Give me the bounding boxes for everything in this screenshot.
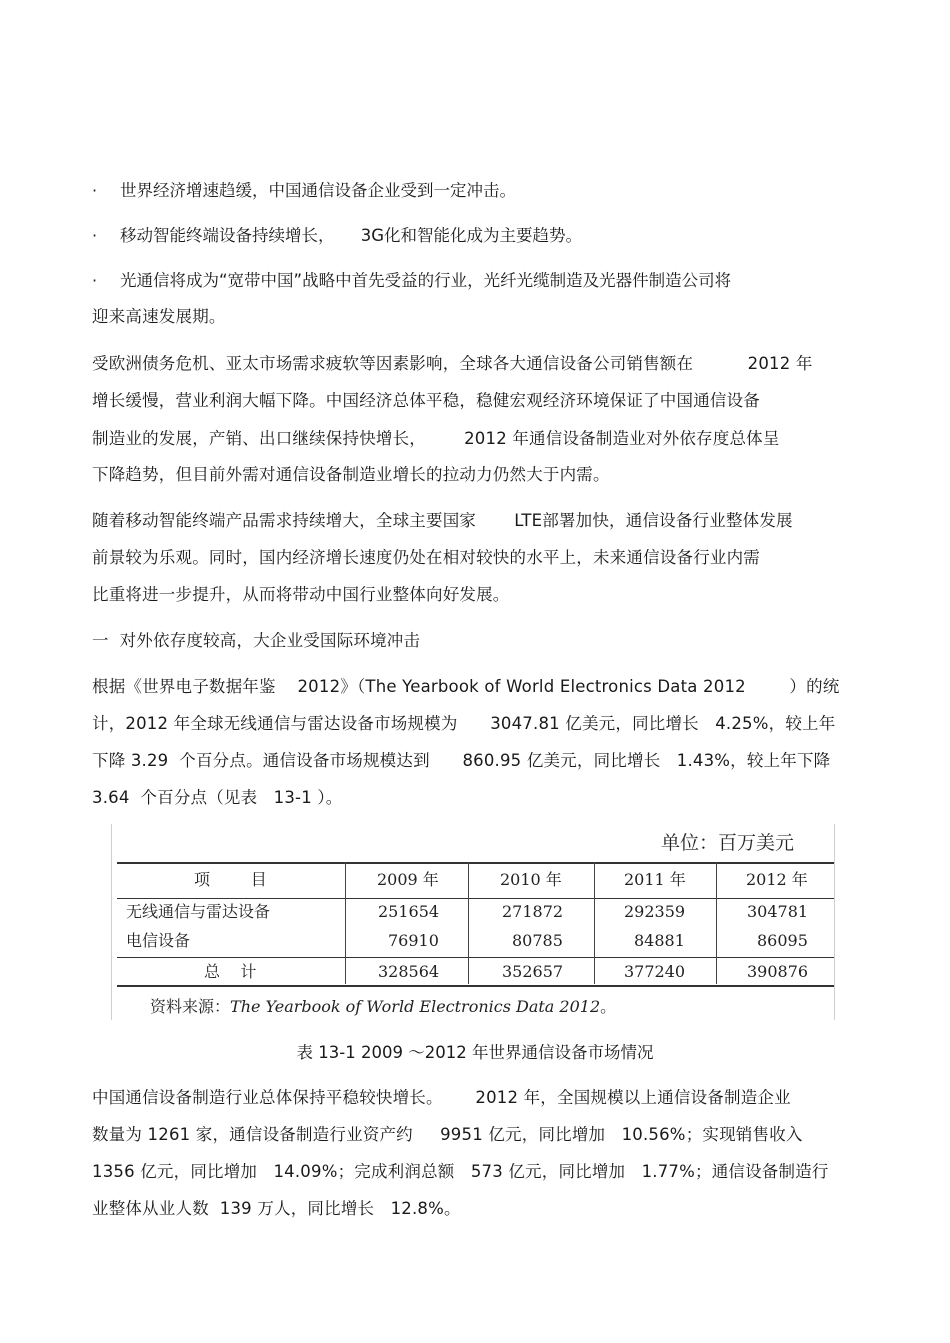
source-end: 。 [600, 997, 617, 1016]
table-total-cell: 390876 [747, 962, 809, 981]
table-bottom-rule [117, 985, 834, 987]
table-cell: 76910 [388, 931, 439, 950]
source-label: 资料来源： [150, 997, 231, 1016]
table-source [150, 994, 616, 1017]
table-cell: 292359 [624, 902, 686, 921]
table-column-divider [468, 862, 469, 984]
paragraph-line: 1356 亿元，同比增加 14.09%；完成利润总额 573 亿元，同比增加 1.77%；通信设备制造行 [92, 1162, 829, 1181]
table-top-rule [117, 862, 834, 864]
table-body-rule [117, 957, 834, 958]
bullet-item: 光通信将成为“宽带中国”战略中首先受益的行业，光纤光缆制造及光器件制造公司将 [120, 271, 732, 290]
paragraph-line: 中国通信设备制造行业总体保持平稳较快增长。 2012 年，全国规模以上通信设备制造企业 [92, 1088, 791, 1107]
paragraph-line: 比重将进一步提升，从而将带动中国行业整体向好发展。 [92, 585, 510, 604]
table-header-cell: 2009 年 [377, 870, 439, 889]
table-cell: 84881 [634, 931, 685, 950]
table-column-divider [345, 862, 346, 984]
table-header-cell: 2012 年 [746, 870, 808, 889]
bullet-dot: · [92, 226, 98, 245]
table-cell: 80785 [512, 931, 563, 950]
bullet-dot: · [92, 181, 98, 200]
data-table [111, 824, 835, 1020]
table-cell: 86095 [757, 931, 808, 950]
paragraph-line: 前景较为乐观。同时，国内经济增长速度仍处在相对较快的水平上，未来通信设备行业内需 [92, 548, 760, 567]
table-header-rule [117, 898, 834, 899]
table-unit: 单位：百万美元 [660, 832, 794, 854]
table-caption: 表 13-1 2009 ～2012 年世界通信设备市场情况 [296, 1043, 654, 1062]
table-row-label: 无线通信与雷达设备 [126, 902, 271, 921]
bullet-dot: · [92, 271, 98, 290]
section-heading: 一 对外依存度较高，大企业受国际环境冲击 [92, 631, 421, 650]
table-header-cell: 项 目 [194, 870, 267, 889]
table-column-divider [716, 862, 717, 984]
source-title: The Yearbook of World Electronics Data 2012 [230, 997, 601, 1016]
bullet-item: 世界经济增速趋缓，中国通信设备企业受到一定冲击。 [120, 181, 516, 200]
table-total-cell: 352657 [502, 962, 564, 981]
table-cell: 251654 [378, 902, 440, 921]
paragraph-line: 3.64 个百分点（见表 13-1 ）。 [92, 788, 343, 807]
table-cell: 271872 [502, 902, 564, 921]
paragraph-line: 业整体从业人数 139 万人，同比增长 12.8%。 [92, 1199, 461, 1218]
table-total-cell: 328564 [378, 962, 440, 981]
table-header-cell: 2010 年 [500, 870, 562, 889]
bullet-item: 移动智能终端设备持续增长， 3G化和智能化成为主要趋势。 [120, 226, 583, 245]
table-total-label: 总 计 [204, 962, 257, 981]
paragraph-line: 下降趋势，但目前外需对通信设备制造业增长的拉动力仍然大于内需。 [92, 465, 610, 484]
table-total-cell: 377240 [624, 962, 686, 981]
table-row-label: 电信设备 [126, 931, 191, 950]
paragraph-line: 下降 3.29 个百分点。通信设备市场规模达到 860.95 亿美元，同比增长 1.43%，较上年下降 [92, 751, 831, 770]
table-column-divider [594, 862, 595, 984]
table-header-cell: 2011 年 [624, 870, 686, 889]
bullet-continuation: 迎来高速发展期。 [92, 307, 226, 326]
paragraph-line: 计，2012 年全球无线通信与雷达设备市场规模为 3047.81 亿美元，同比增长 4.25%，较上年 [92, 714, 836, 733]
table-cell: 304781 [747, 902, 809, 921]
paragraph-line: 根据《世界电子数据年鉴 2012》（The Yearbook of World Electronics Data 2012 ）的统 [92, 677, 840, 696]
paragraph-line: 数量为 1261 家，通信设备制造行业资产约 9951 亿元，同比增加 10.56%；实现销售收入 [92, 1125, 803, 1144]
paragraph-line: 制造业的发展，产销、出口继续保持快增长， 2012 年通信设备制造业对外依存度总体呈 [92, 429, 780, 448]
paragraph-line: 受欧洲债务危机、亚太市场需求疲软等因素影响，全球各大通信设备公司销售额在 2012 年 [92, 354, 813, 373]
paragraph-line: 随着移动智能终端产品需求持续增大，全球主要国家 LTE部署加快，通信设备行业整体发展 [92, 511, 793, 530]
paragraph-line: 增长缓慢，营业利润大幅下降。中国经济总体平稳，稳健宏观经济环境保证了中国通信设备 [92, 391, 760, 410]
